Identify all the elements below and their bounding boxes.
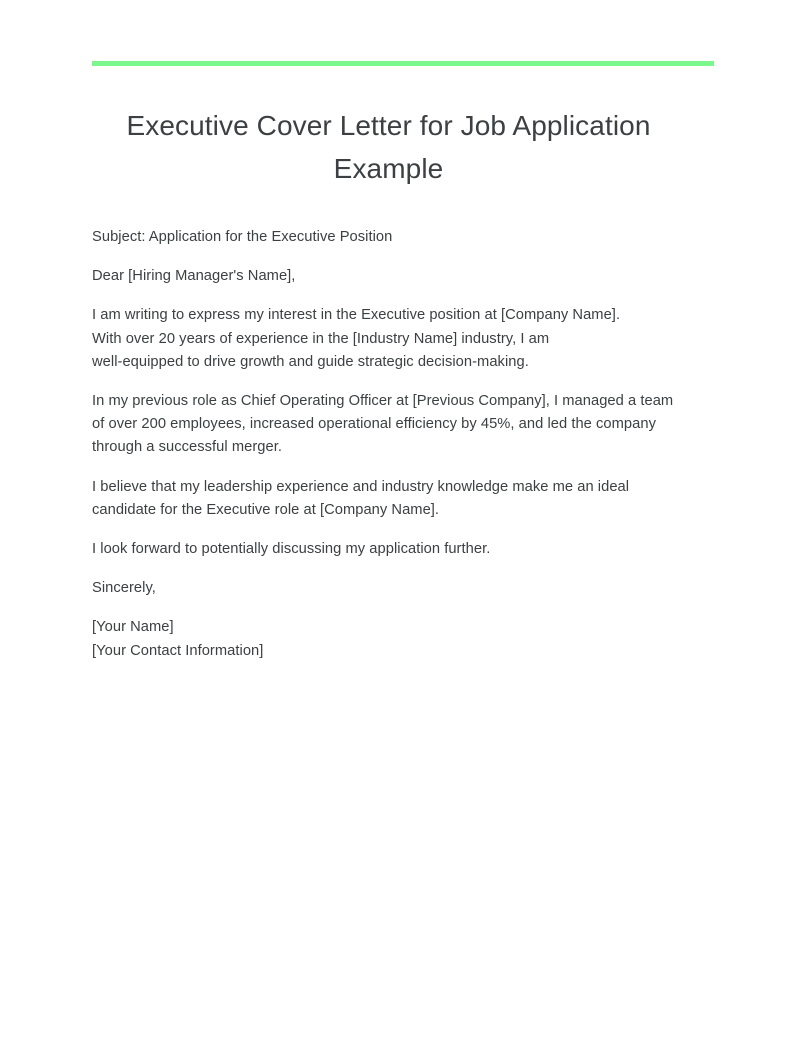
salutation: Dear [Hiring Manager's Name], <box>92 268 296 285</box>
paragraph-experience: In my previous role as Chief Operating Officer at [Previous Company], I managed a team of over 200 employees, increased operational efficiency by 45%, and led the company through a successful merger. <box>92 393 674 456</box>
paragraph-fit: I believe that my leadership experience and industry knowledge make me an ideal candidate for the Executive role at [Company Name]. <box>92 478 630 518</box>
paragraph-intro-line-1: I am writing to express my interest in the Executive position at [Company Name]. <box>92 307 621 324</box>
signature-contact-placeholder: [Your Contact Information] <box>92 642 264 659</box>
sign-off: Sincerely, <box>92 580 156 597</box>
signature-block <box>92 616 685 662</box>
document-content-column <box>92 0 714 663</box>
cover-letter-body <box>92 190 685 663</box>
signature-name-placeholder: [Your Name] <box>92 619 174 636</box>
subject-line: Subject: Application for the Executive Position <box>92 229 393 245</box>
page-title: Executive Cover Letter for Job Application Example <box>126 110 651 184</box>
paragraph-intro-line-2: With over 20 years of experience in the [Industry Name] industry, I am <box>92 330 550 347</box>
paragraph-intro-line-3: well-equipped to drive growth and guide strategic decision-making. <box>92 353 529 370</box>
paragraph-closing: I look forward to potentially discussing my application further. <box>92 541 491 558</box>
paragraph-intro <box>92 304 685 374</box>
